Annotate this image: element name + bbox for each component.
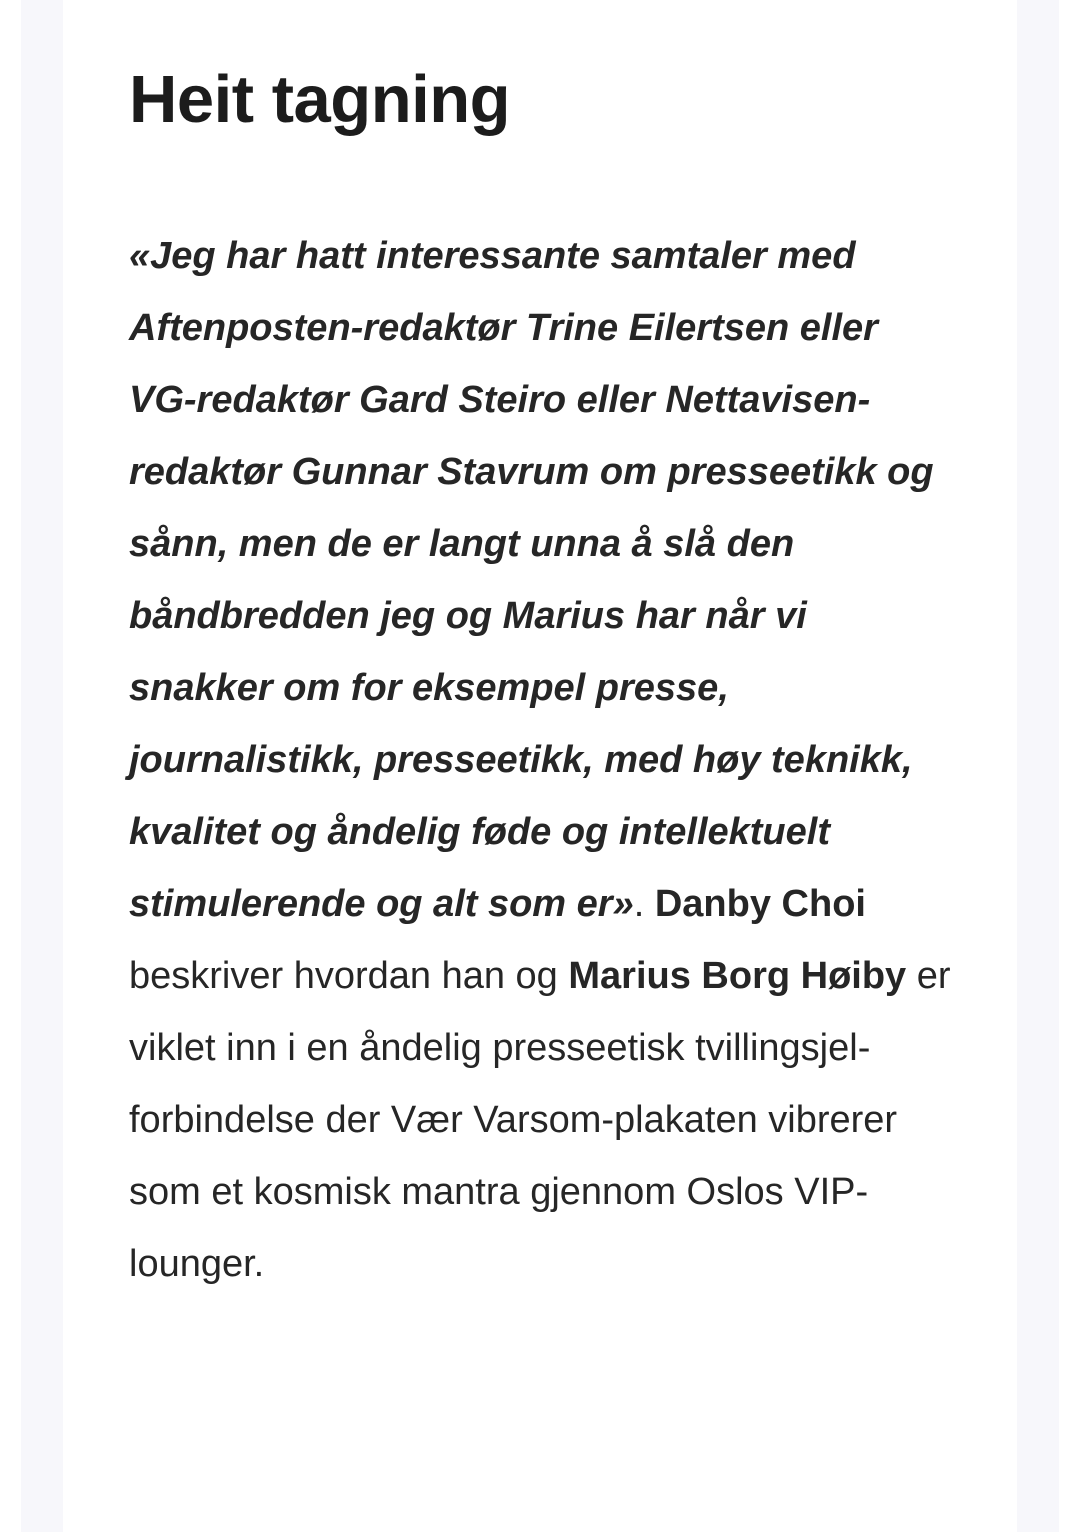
right-margin-strip — [1017, 0, 1059, 1532]
person-name-danby-choi: Danby Choi — [654, 883, 866, 925]
pull-quote: «Jeg har hatt interessante samtaler med Aftenposten-redaktør Trine Eilertsen eller VG-redaktør Gard Steiro eller Nettavisen-redaktør Gunnar Stavrum om presseetikk og sånn, men de er langt unna å slå den båndbredden jeg og Marius har når vi snakker om for eksempel presse, journalistikk, presseetikk, med høy teknikk, kvalitet og åndelig føde og intellektuelt stimulerende og alt som er» — [129, 235, 934, 925]
quote-punctuation: . — [633, 883, 655, 925]
paragraph-text-continued: er viklet inn i en åndelig presseetisk tvillingsjel-forbindelse der Vær Varsom-plakaten vibrerer som et kosmisk mantra gjennom Oslos VIP-lounger. — [129, 955, 951, 1285]
person-name-marius-borg-hoiby: Marius Borg Høiby — [568, 955, 907, 997]
left-margin-strip — [21, 0, 63, 1532]
article-paragraph — [129, 220, 951, 1300]
section-heading: Heit tagning — [129, 62, 511, 137]
article-body — [129, 60, 951, 1300]
paragraph-text: beskriver hvordan han og — [129, 955, 569, 997]
